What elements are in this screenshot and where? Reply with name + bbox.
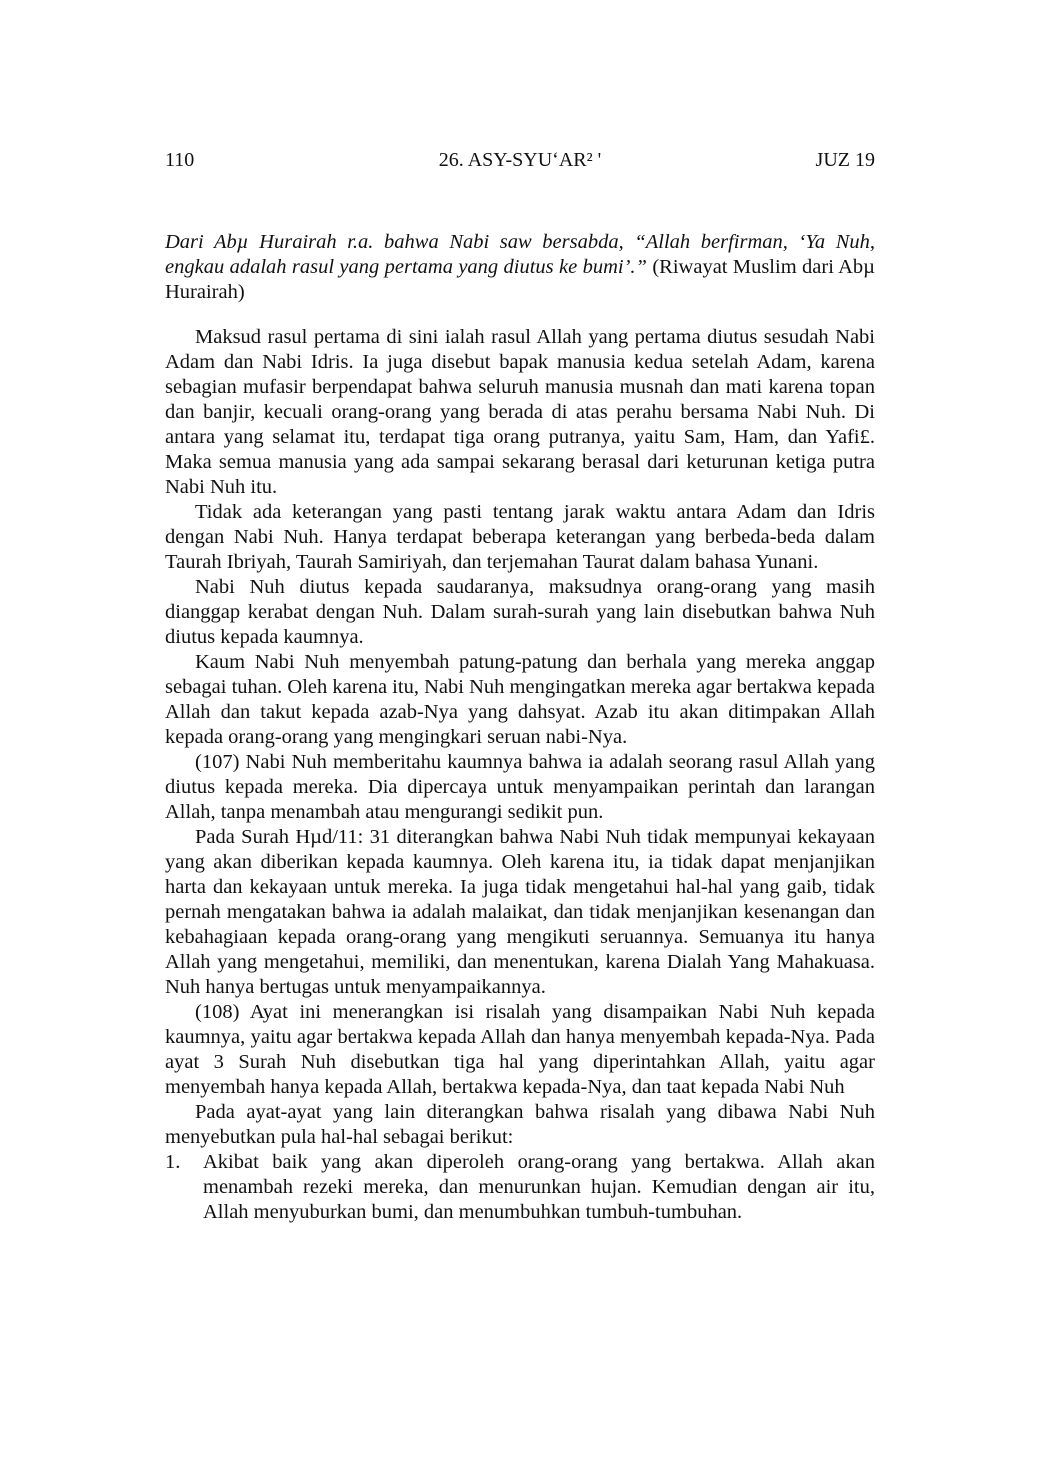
paragraph-verse-107: (107) Nabi Nuh memberitahu kaumnya bahwa ia adalah seorang rasul Allah yang diutus kepada mereka. Dia dipercaya untuk menyampaikan perintah dan larangan Allah, tanpa menambah atau mengurangi sedikit pun. bbox=[165, 751, 875, 823]
hadith-text: Dari Abµ Hurairah r.a. bahwa Nabi saw bersabda, “Allah berfirman, ‘Ya Nuh, engkau adalah rasul yang pertama yang diutus ke bumi’.” bbox=[165, 231, 875, 278]
list-item-number: 1. bbox=[165, 1151, 181, 1173]
body-text bbox=[165, 230, 875, 1225]
paragraph-other-verses: Pada ayat-ayat yang lain diterangkan bahwa risalah yang dibawa Nabi Nuh menyebutkan pula hal-hal sebagai berikut: bbox=[165, 1101, 875, 1148]
hadith-quote bbox=[165, 230, 875, 305]
paragraph-surah-hud: Pada Surah Hµd/11: 31 diterangkan bahwa Nabi Nuh tidak mempunyai kekayaan yang akan diberikan kepada kaumnya. Oleh karena itu, ia tidak dapat menjanjikan harta dan kekayaan untuk mereka. Ia juga tidak mengetahui hal-hal yang gaib, tidak pernah mengatakan bahwa ia adalah malaikat, dan tidak menjanjikan kesenangan dan kebahagiaan kepada orang-orang yang mengikuti seruannya. Semuanya itu hanya Allah yang mengetahui, memiliki, dan menentukan, karena Dialah Yang Mahakuasa. Nuh hanya bertugas untuk menyampaikannya. bbox=[165, 826, 875, 998]
list-item bbox=[165, 1150, 875, 1225]
paragraph-sent-to-brother: Nabi Nuh diutus kepada saudaranya, maksudnya orang-orang yang masih dianggap kerabat dengan Nuh. Dalam surah-surah yang lain disebutkan bahwa Nuh diutus kepada kaumnya. bbox=[165, 576, 875, 648]
paragraph-idol-worship: Kaum Nabi Nuh menyembah patung-patung dan berhala yang mereka anggap sebagai tuhan. Oleh karena itu, Nabi Nuh mengingatkan mereka agar bertakwa kepada Allah dan takut kepada azab-Nya yang dahsyat. Azab itu akan ditimpakan Allah kepada orang-orang yang mengingkari seruan nabi-Nya. bbox=[165, 651, 875, 748]
juz-label: JUZ 19 bbox=[815, 149, 875, 171]
paragraph-verse-108: (108) Ayat ini menerangkan isi risalah yang disampaikan Nabi Nuh kepada kaumnya, yaitu agar bertakwa kepada Allah dan hanya menyembah kepada-Nya. Pada ayat 3 Surah Nuh disebutkan tiga hal yang diperintahkan Allah, yaitu agar menyembah hanya kepada Allah, bertakwa kepada-Nya, dan taat kepada Nabi Nuh bbox=[165, 1001, 875, 1098]
hadith-source: (Riwayat Muslim dari Abµ Hurairah) bbox=[165, 256, 875, 303]
page-number: 110 bbox=[165, 149, 195, 171]
running-header bbox=[165, 146, 875, 174]
surah-title: 26. ASY-SYU‘AR² ' bbox=[438, 149, 602, 171]
paragraph-first-messenger: Maksud rasul pertama di sini ialah rasul Allah yang pertama diutus sesudah Nabi Adam dan Nabi Idris. Ia juga disebut bapak manusia kedua setelah Adam, karena sebagian mufasir berpendapat bahwa seluruh manusia musnah dan mati karena topan dan banjir, kecuali orang-orang yang berada di atas perahu bersama Nabi Nuh. Di antara yang selamat itu, terdapat tiga orang putranya, yaitu Sam, Ham, dan Yafi£. Maka semua manusia yang ada sampai sekarang berasal dari keturunan ketiga putra Nabi Nuh itu. bbox=[165, 326, 875, 498]
paragraph-time-span: Tidak ada keterangan yang pasti tentang jarak waktu antara Adam dan Idris dengan Nabi Nuh. Hanya terdapat beberapa keterangan yang berbeda-beda dalam Taurah Ibriyah, Taurah Samiriyah, dan terjemahan Taurat dalam bahasa Yunani. bbox=[165, 501, 875, 573]
list-item-text: Akibat baik yang akan diperoleh orang-orang yang bertakwa. Allah akan menambah rezeki mereka, dan menurunkan hujan. Kemudian dengan air itu, Allah menyuburkan bumi, dan menumbuhkan tumbuh-tumbuhan. bbox=[203, 1151, 875, 1223]
book-page bbox=[165, 0, 875, 1475]
